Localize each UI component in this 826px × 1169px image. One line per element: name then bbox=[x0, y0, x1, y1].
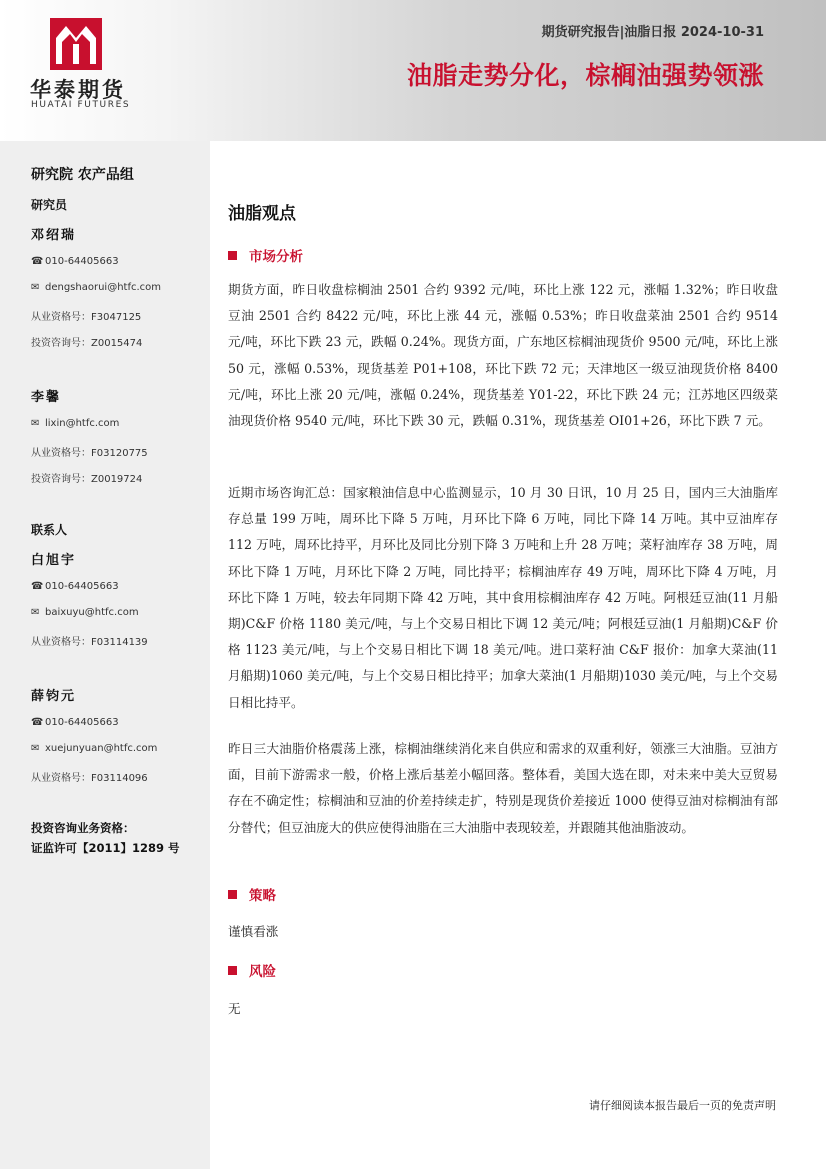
huatai-logo-icon bbox=[50, 18, 102, 70]
bullet-square-icon bbox=[228, 966, 237, 975]
company-name-en: HUATAI FUTURES bbox=[31, 100, 131, 110]
author-email[interactable]: ✉ dengshaorui@htfc.com bbox=[31, 282, 162, 293]
author-consult-number: 投资咨询号：Z0019724 bbox=[31, 474, 143, 485]
contact-qualification: 从业资格号：F03114139 bbox=[31, 637, 148, 648]
author-qualification: 从业资格号：F03120775 bbox=[31, 448, 148, 459]
role-contact: 联系人 bbox=[31, 523, 68, 537]
subsection-risk bbox=[228, 960, 276, 980]
author-email[interactable]: ✉ lixin@htfc.com bbox=[31, 418, 120, 429]
contact-name: 薛钧元 bbox=[31, 689, 77, 704]
company-name-cn: 华泰期货 bbox=[30, 78, 126, 102]
subsection-market bbox=[228, 245, 303, 265]
contact-phone: ☎ 010-64405663 bbox=[31, 717, 119, 728]
license-heading: 投资咨询业务资格： bbox=[31, 821, 135, 835]
contact-email[interactable]: ✉ xuejunyuan@htfc.com bbox=[31, 743, 158, 754]
market-futures-paragraph: 期货方面，昨日收盘棕榈油 2501 合约 9392 元/吨，环比上涨 122 元，涨幅 1.32%；昨日收盘豆油 2501 合约 8422 元/吨，环比上涨 44 元，涨幅 0.53%；昨日收盘菜油 2501 合约 9514 元/吨，环比下跌 23 元，跌幅 0.24%。现货方面，广东地区棕榈油现货价 9500 元/吨，环比上涨 50 元，涨幅 0.53%，现货基差 P01+108，环比下跌 72 元；天津地区一级豆油现货价格 8400 元/吨，环比上涨 20 元/吨，涨幅 0.24%，现货基差 Y01-22，环比下跌 24 元；江苏地区四级菜油现货价格 9540 元/吨，环比下跌 30 元，跌幅 0.31%，现货基差 OI01+26，环比下跌 7 元。 bbox=[228, 282, 778, 429]
email-icon: ✉ bbox=[31, 607, 40, 618]
subsection-label: 市场分析 bbox=[249, 249, 303, 265]
strategy-text: 谨慎看涨 bbox=[228, 924, 279, 939]
author-consult-number: 投资咨询号：Z0015474 bbox=[31, 338, 143, 349]
report-title: 油脂走势分化，棕榈油强势领涨 bbox=[406, 61, 764, 90]
phone-icon: ☎ bbox=[31, 717, 44, 728]
contact-phone: ☎ 010-64405663 bbox=[31, 581, 119, 592]
email-icon: ✉ bbox=[31, 282, 40, 293]
license-number: 证监许可【2011】1289 号 bbox=[31, 841, 180, 855]
disclaimer-footer: 请仔细阅读本报告最后一页的免责声明 bbox=[589, 1099, 776, 1112]
subsection-label: 风险 bbox=[249, 964, 276, 980]
sidebar-dept: 研究院 农产品组 bbox=[31, 167, 134, 183]
phone-icon: ☎ bbox=[31, 581, 44, 592]
author-qualification: 从业资格号：F3047125 bbox=[31, 312, 142, 323]
market-news-paragraph: 近期市场咨询汇总：国家粮油信息中心监测显示，10 月 30 日讯，10 月 25 日，国内三大油脂库存总量 199 万吨，周环比下降 5 万吨，月环比下降 6 万吨，同比下降 14 万吨。其中豆油库存 112 万吨，周环比持平，月环比及同比分别下降 3 万吨和上升 28 万吨；菜籽油库存 38 万吨，周环比下降 1 万吨，月环比下降 2 万吨，同比持平；棕榈油库存 49 万吨，周环比下降 4 万吨，月环比下降 1 万吨，较去年同期下降 42 万吨，其中食用棕榈油库存 42 万吨。阿根廷豆油(11 月船期)C&F 价格 1180 美元/吨，与上个交易日相比下调 12 美元/吨；阿根廷豆油(1 月船期)C&F 价格 1123 美元/吨，与上个交易日相比下调 18 美元/吨。进口菜籽油 C&F 报价：加拿大菜油(11 月船期)1060 美元/吨，与上个交易日相比持平；加拿大菜油(1 月船期)1030 美元/吨，与上个交易日相比持平。 bbox=[228, 485, 778, 710]
bullet-square-icon bbox=[228, 251, 237, 260]
email-icon: ✉ bbox=[31, 418, 40, 429]
author-sidebar bbox=[0, 141, 210, 1169]
contact-name: 白旭宇 bbox=[31, 553, 77, 568]
phone-icon: ☎ bbox=[31, 256, 44, 267]
report-header bbox=[0, 0, 826, 141]
subsection-label: 策略 bbox=[249, 888, 276, 904]
bullet-square-icon bbox=[228, 890, 237, 899]
author-name: 李馨 bbox=[31, 390, 62, 405]
contact-email[interactable]: ✉ baixuyu@htfc.com bbox=[31, 607, 139, 618]
market-view-paragraph: 昨日三大油脂价格震荡上涨，棕榈油继续消化来自供应和需求的双重利好，领涨三大油脂。豆油方面，目前下游需求一般，价格上涨后基差小幅回落。整体看，美国大选在即，对未来中美大豆贸易存在不确定性；棕榈油和豆油的价差持续走扩，特别是现货价差接近 1000 使得豆油对棕榈油有部分替代；但豆油庞大的供应使得油脂在三大油脂中表现较差，并跟随其他油脂波动。 bbox=[228, 741, 778, 835]
role-researcher: 研究员 bbox=[31, 198, 68, 212]
author-name: 邓绍瑞 bbox=[31, 228, 77, 243]
section-title: 油脂观点 bbox=[228, 204, 296, 224]
email-icon: ✉ bbox=[31, 743, 40, 754]
contact-qualification: 从业资格号：F03114096 bbox=[31, 773, 148, 784]
author-phone: ☎ 010-64405663 bbox=[31, 256, 119, 267]
risk-text: 无 bbox=[228, 1001, 241, 1016]
subsection-strategy bbox=[228, 884, 276, 904]
report-type-date: 期货研究报告|油脂日报 2024-10-31 bbox=[541, 25, 764, 40]
